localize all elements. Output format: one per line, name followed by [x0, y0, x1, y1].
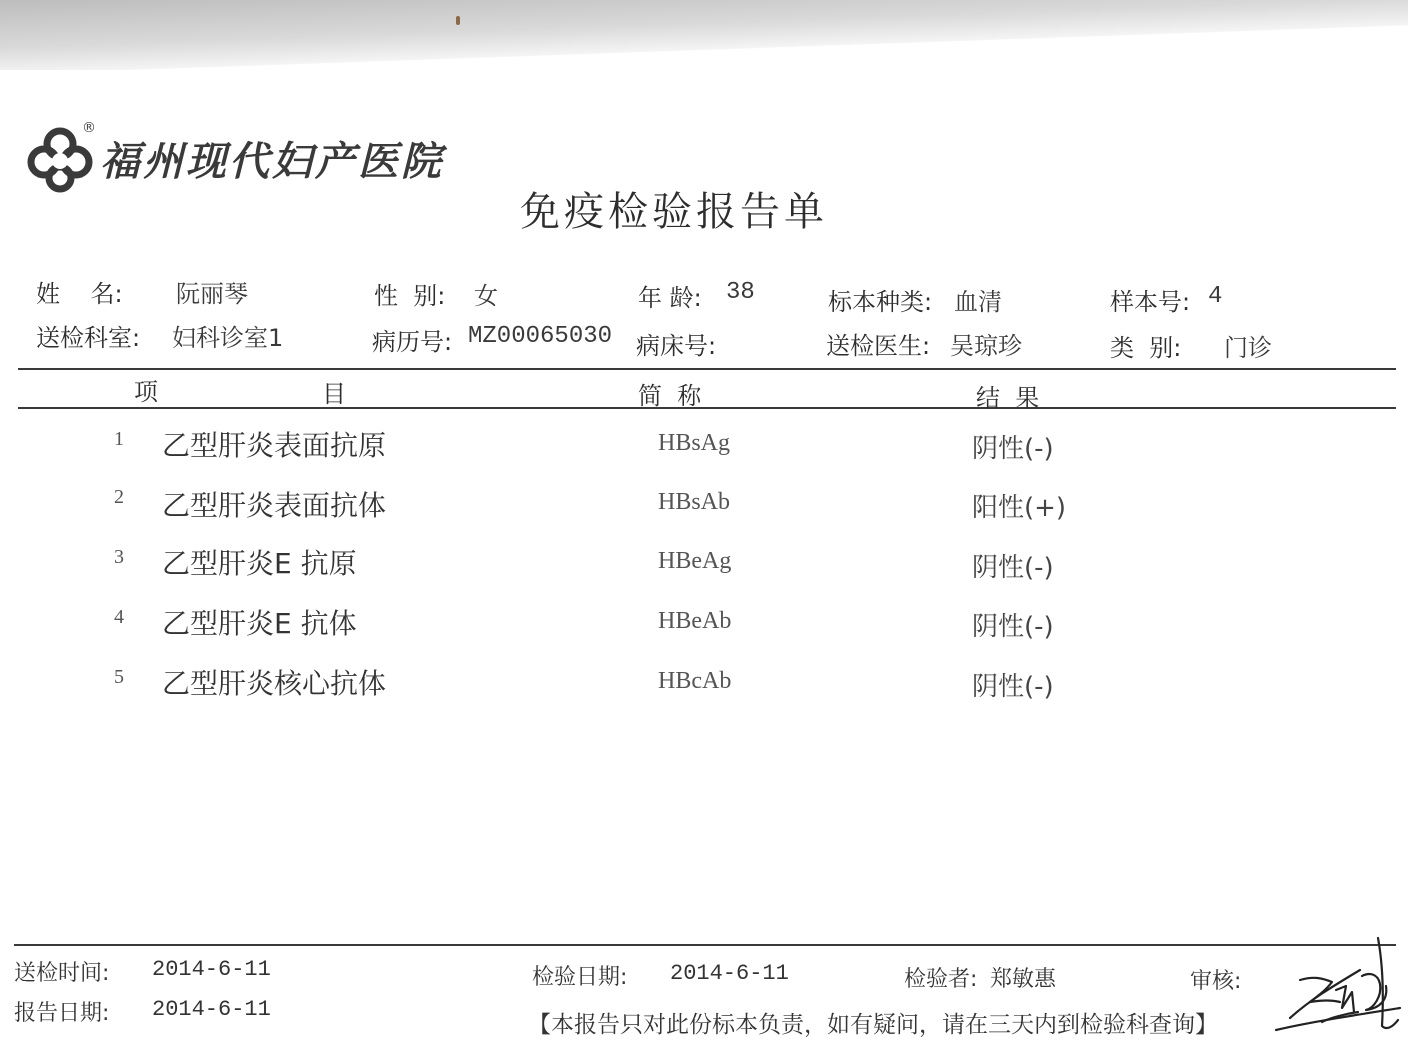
report-title: 免疫检验报告单: [520, 189, 828, 235]
row-number: 1: [114, 428, 124, 450]
submit-time-label: 送检时间:: [14, 961, 110, 986]
reviewer-label: 审核:: [1190, 969, 1242, 994]
bed-label: 病床号:: [636, 332, 717, 360]
header-result: 结 果: [976, 384, 1040, 412]
row-item-name: 乙型肝炎E 抗体: [162, 607, 357, 640]
name-label: 姓 名:: [36, 280, 123, 308]
sample-no: 4: [1208, 283, 1223, 310]
specimen-label: 标本种类:: [828, 288, 933, 316]
test-date-value: 2014-6-11: [670, 961, 789, 986]
record-label: 病历号:: [372, 328, 453, 356]
row-abbreviation: HBsAb: [658, 489, 731, 515]
row-abbreviation: HBeAb: [658, 608, 732, 634]
row-result: 阴性(-): [972, 434, 1054, 464]
row-result: 阴性(-): [972, 553, 1054, 583]
footer-rule: [14, 944, 1396, 946]
row-result: 阳性(+): [972, 493, 1067, 523]
row-number: 4: [114, 606, 124, 628]
row-result: 阴性(-): [972, 672, 1054, 702]
row-abbreviation: HBeAg: [658, 548, 732, 574]
header-item-a: 项: [134, 378, 158, 406]
header-top-rule: [18, 368, 1396, 370]
report-date-label: 报告日期:: [14, 1001, 110, 1026]
report-date-value: 2014-6-11: [152, 997, 271, 1022]
tester-name: 郑敏惠: [990, 967, 1057, 992]
row-item-name: 乙型肝炎E 抗原: [162, 547, 357, 580]
row-abbreviation: HBsAg: [658, 430, 731, 456]
category-label: 类 别:: [1110, 334, 1182, 362]
patient-name: 阮丽琴: [176, 280, 248, 308]
tester-label: 检验者:: [904, 967, 978, 992]
age-label: 年 龄:: [638, 284, 702, 312]
record-number: MZ00065030: [468, 323, 613, 350]
header-bottom-rule: [18, 407, 1396, 409]
doctor-label: 送检医生:: [826, 332, 931, 360]
row-abbreviation: HBcAb: [658, 668, 732, 694]
doctor-name: 吴琼珍: [950, 332, 1022, 360]
row-item-name: 乙型肝炎表面抗体: [162, 489, 387, 522]
hospital-name: 福州现代妇产医院: [100, 138, 444, 185]
row-item-name: 乙型肝炎核心抗体: [162, 667, 387, 700]
sample-no-label: 样本号:: [1110, 288, 1191, 316]
test-date-label: 检验日期:: [532, 965, 628, 990]
submit-time-value: 2014-6-11: [152, 957, 271, 982]
row-number: 2: [114, 486, 124, 508]
specimen-type: 血清: [954, 288, 1002, 316]
sex-label: 性 别:: [374, 282, 446, 310]
row-number: 3: [114, 546, 124, 568]
row-item-name: 乙型肝炎表面抗原: [162, 429, 387, 462]
patient-age: 38: [726, 279, 755, 306]
dept-label: 送检科室:: [36, 324, 141, 352]
patient-sex: 女: [474, 282, 498, 310]
paper-speck: [456, 16, 460, 25]
category-value: 门诊: [1224, 334, 1272, 362]
scan-shadow: [0, 0, 1408, 70]
reviewer-signature: [1270, 930, 1408, 1040]
dept-value: 妇科诊室1: [172, 324, 284, 352]
registered-mark: ®: [82, 120, 96, 136]
row-result: 阴性(-): [972, 612, 1054, 642]
header-abbr: 简 称: [638, 382, 702, 410]
row-number: 5: [114, 666, 124, 688]
disclaimer-notice: 【本报告只对此份标本负责，如有疑问，请在三天内到检验科查询】: [528, 1012, 1218, 1038]
header-item-b: 目: [322, 380, 346, 408]
